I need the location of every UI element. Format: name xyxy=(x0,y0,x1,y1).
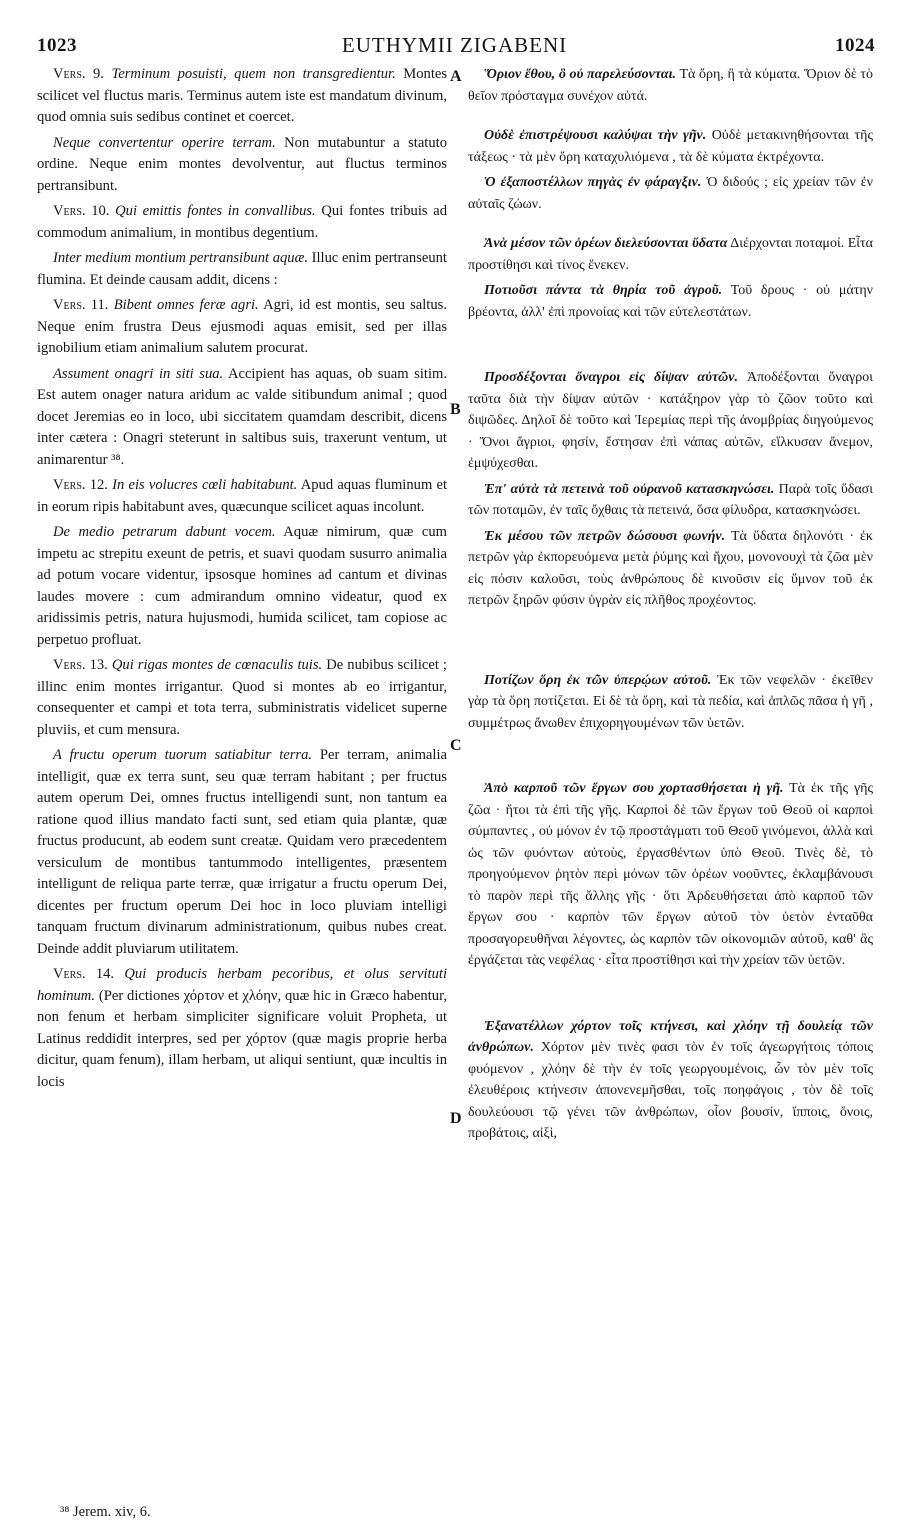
verse-commentary: Illuc enim pertranseunt flumina. Et deinde causam addit, dicens : xyxy=(37,250,447,288)
verse-commentary: Τὰ ὄρη, ἢ τὰ κύματα. Ὅριον δὲ τὸ θεῖον πρόσταγμα συνέχον αὐτά. xyxy=(468,67,874,104)
latin-verse xyxy=(37,745,447,960)
verse-commentary: De nubibus scilicet ; illinc enim montes irrigantur. Quod si montes ab eo irrigantur, consequenter et campi et tota terra, subministratis videlicet superne pluviis, et cum mensura. xyxy=(37,657,447,738)
margin-letter-a: A xyxy=(450,68,462,85)
right-page-number: 1024 xyxy=(835,35,875,56)
latin-verse xyxy=(37,522,447,651)
latin-verse xyxy=(37,64,447,129)
latin-verse xyxy=(37,133,447,198)
verse-lemma: Qui rigas montes de cœnaculis tuis. xyxy=(111,657,323,673)
verse-label: Vers. 12. xyxy=(53,477,108,493)
verse-commentary: Τοῦ δρους · οὐ μάτην βρέοντα, ἀλλ' ἐπὶ προνοίας καὶ τῶν εὐτελεστάτων. xyxy=(468,283,874,320)
verse-label: Vers. 11. xyxy=(53,297,109,313)
footnote: ³⁸ Jerem. xiv, 6. xyxy=(60,1504,151,1520)
margin-letter-d: D xyxy=(450,1110,462,1127)
verse-commentary: Χόρτον μὲν τινὲς φασι τὸν ἐν τοῖς ἀγεωργήτοις τόποις φυόμενον , χλόην δὲ τὴν ἐν τοῖς γεωργουμένοις, ὧν τὸν μὲν τοῖς ἐλευθέροις κτήνεσιν ἀπονενεμῆσθαι, τοῖς ποηφάγοις , τὸν δὲ τοῖς δουλεύουσι τῷ γένει τῶν ἀνθρώπων, οἷον βουσίν, ἵπποις, ὄνοις, προβάτοις, αἰξὶ, xyxy=(468,1040,874,1141)
verse-commentary: Apud aquas fluminum et in eorum ripis habitabunt aves, quæcunque scilicet aquas incolunt. xyxy=(37,477,448,515)
verse-lemma: Bibent omnes feræ agri. xyxy=(113,297,259,313)
latin-column xyxy=(37,64,447,1093)
greek-verse xyxy=(468,1016,873,1145)
verse-lemma: Inter medium montium pertransibunt aquæ. xyxy=(53,250,308,266)
greek-verse xyxy=(468,233,873,276)
verse-commentary: Agri, id est montis, seu saltus. Neque enim frustra Deus ejusmodi aquas emisit, sed per illas ignobilium etiam animalium salutem procurat. xyxy=(37,297,447,356)
verse-commentary: Ἐκ τῶν νεφελῶν · ἐκεῖθεν γὰρ τὰ ὄρη ποτίζεται. Εἰ δὲ τὰ ὄρη, καὶ τὰ πεδία, καὶ ἁπλῶς πᾶσα ἡ γῆ , συμμέτρως ἄνωθεν ἐπιχορηγουμένων τῶν ὑετῶν. xyxy=(468,672,873,731)
verse-commentary: Οὐδὲ μετακινηθήσονται τῆς τάξεως · τὰ μὲν ὄρη καταχυλιόμενα , τὰ δὲ κύματα ἐκτρέχοντα. xyxy=(468,128,873,165)
running-title: EUTHYMII ZIGABENI xyxy=(341,33,568,57)
verse-lemma: Ἀνὰ μέσον τῶν ὀρέων διελεύσονται ὕδατα xyxy=(484,236,728,251)
verse-lemma: A fructu operum tuorum satiabitur terra. xyxy=(53,747,313,763)
verse-label: Vers. 9. xyxy=(53,66,104,82)
verse-lemma: Qui producis herbam pecoribus, et olus servituti hominum. xyxy=(37,966,447,1004)
latin-verse xyxy=(37,201,447,244)
latin-verse xyxy=(37,475,447,518)
greek-verse xyxy=(468,526,873,612)
greek-verse xyxy=(468,778,873,972)
latin-verse xyxy=(37,248,447,291)
margin-letter-b: B xyxy=(450,401,461,418)
verse-label: Vers. 10. xyxy=(53,203,110,219)
verse-lemma: Ἐξανατέλλων χόρτον τοῖς κτήνεσι, καὶ χλόην τῇ δουλείᾳ τῶν ἀνθρώπων. xyxy=(468,1018,873,1055)
latin-verse xyxy=(37,295,447,360)
verse-commentary: Accipient has aquas, ob suam sitim. Est autem onager natura aridum ac valde sitibundum animal ; quod docet Jeremias eo in loco, ubi siccitatem quamdam describit, dicens inter cætera : Onagri steterunt in saltibus suis, traxerunt ventum, ut animarentur ³⁸. xyxy=(37,365,447,468)
verse-commentary: (Per dictiones χόρτον et χλόην, quæ hic in Græco habentur, non fenum et herbam simpliciter significare voluit Propheta, ut Latinus reddidit interpres, sed per χόρτον (quæ magis proprie herba dicitur, quam fenum), illam herbam, ut aliqui sentiunt, quæ incultis in locis xyxy=(37,987,447,1090)
greek-verse xyxy=(468,479,873,522)
verse-commentary: Τὰ ἐκ τῆς γῆς ζῶα · ἤτοι τὰ ἐπὶ τῆς γῆς. Καρποὶ δὲ τῶν ἔργων τοῦ Θεοῦ οἱ καρποὶ σύμπαντες , οὐ μόνον ἐν τῷ προστάγματι τοῦ Θεοῦ γινόμενοι, ἀλλὰ καὶ ὡς τῶν φυόντων αὐτοὺς, ἐργασθέντων ὑπὸ Θεοῦ. Τινὲς δὲ, τὸ προηγούμενον ῥητὸν περὶ μόνων τῶν ὀρέων νοοῦντες, ἐκλαμβάνουσι τὸ παρὸν περὶ τῆς ἄλλης γῆς · ὅτι Ἀρδευθήσεται ἀπὸ καρποῦ τῶν ἔργων σου · καρπὸν τῶν ἔργων αὐτοῦ τὸν ὑετὸν ἐνταῦθα προσαγορευθῆναι λέγοντες, ὡς καρπὸν τῶν οἰκονομιῶν αὐτοῦ, καθ' ἃς ἐργάζεται τὰς νεφέλας · εἶτα προστίθησι καὶ τὴν χρείαν τῶν ὑετῶν. xyxy=(468,781,873,968)
verse-commentary: Per terram, animalia intelligit, quæ ex terra sunt, seu quæ terram habitant ; per fructus autem operum Dei, omnes fructus intelligendi sunt, non tantum ea ratione quod illius mandato facti sunt, sed etiam quia plantæ, quæ fructus producunt, ab eodem sunt creatæ. Quidam vero præcedentem versiculum de montibus tantummodo intelligentes, præsentem intelligunt de reliqua parte terræ, quæ irrigatur a fructu operum Dei, dicentes per fructum operum Dei hoc in loco pluviam intelligi tanquam fructum divinarum administrationum, quibus nubes creat. Deinde addit pluviarum utilitatem. xyxy=(37,747,447,957)
latin-verse xyxy=(37,655,447,741)
verse-commentary: Ἀποδέξονται ὄναγροι ταῦτα διὰ τὴν δίψαν αὐτῶν · κατάξηρον γὰρ τὸ ζῶον τοῦτο καὶ διψῶδες. Δηλοῖ δὲ τοῦτο καὶ Ἱερεμίας περὶ τῆς ἀνομβρίας διηγούμενος · Ὄνοι ἄγριοι, φησίν, ἔστησαν ἐπὶ νάπας αὐτῶν, εἵλκυσαν ἄνεμον, ἐμψύχεσθαι. xyxy=(468,370,873,471)
verse-label: Vers. 13. xyxy=(53,657,108,673)
greek-verse xyxy=(468,670,873,735)
verse-lemma: De medio petrarum dabunt vocem. xyxy=(53,524,276,540)
verse-commentary: Τὰ ὕδατα δηλονότι · ἐκ πετρῶν γὰρ ἐκπορευόμενα μετὰ ῥύμης καὶ ἤχου, μονονουχὶ τὰ ζῶα μὲν εἰς πόσιν καλοῦσι, τοὺς ἀνθρώπους δὲ κινοῦσιν εἰς ὕμνον τοῦ ἐκ πετρῶν ξηρῶν φύσιν ὑγρὰν εἰς πλῆθος προχέοντος. xyxy=(468,528,873,608)
verse-commentary: Ὁ διδούς ; εἰς χρείαν τῶν ἐν αὐταῖς ζώων. xyxy=(468,175,874,212)
verse-commentary: Non mutabuntur a statuto ordine. Neque enim montes devolventur, aut fluctus terminos pertransibunt. xyxy=(37,134,447,194)
greek-column xyxy=(468,64,873,1145)
verse-lemma: Ἐκ μέσου τῶν πετρῶν δώσουσι φωνήν. xyxy=(484,528,726,544)
greek-verse xyxy=(468,172,873,215)
greek-verse xyxy=(468,280,873,323)
greek-verse xyxy=(468,64,873,107)
verse-commentary: Aquæ nimirum, quæ cum impetu ac strepitu exeunt de petris, et suavi quodam susurro animalia ad potum vocare videntur, ipsosque homines ad cantum et divinas laudes movere : cum admirandum omnino videatur, quod ex aridissimis petris, natura hujusmodi, humida scilicet, tam copiose ac perpetuo profluat. xyxy=(37,524,448,648)
verse-lemma: Ἐπ' αὐτὰ τὰ πετεινὰ τοῦ οὐρανοῦ κατασκηνώσει. xyxy=(484,481,775,497)
verse-commentary: Montes scilicet vel fluctus maris. Terminus autem iste est mandatum divinum, quod omnia suis sedibus continet et coercet. xyxy=(37,66,448,125)
verse-lemma: Qui emittis fontes in convallibus. xyxy=(115,203,316,219)
greek-verse xyxy=(468,367,873,475)
verse-commentary: Διέρχονται ποταμοί. Εἶτα προστίθησι καὶ τίνος ἕνεκεν. xyxy=(468,236,873,273)
verse-commentary: Παρὰ τοῖς ὕδασι τῶν ποταμῶν, ἐν ταῖς ὄχθαις τὰ πετεινά, ὅσα φίλυδρα, κατασκηνώσει. xyxy=(468,481,873,518)
left-page-number: 1023 xyxy=(37,35,77,56)
margin-letter-c: C xyxy=(450,737,462,754)
verse-lemma: Οὐδὲ ἐπιστρέψουσι καλύψαι τὴν γῆν. xyxy=(484,128,707,143)
latin-verse xyxy=(37,964,447,1093)
latin-verse xyxy=(37,364,447,472)
verse-label: Vers. 14. xyxy=(53,966,115,982)
verse-lemma: Assument onagri in siti sua. xyxy=(53,365,224,382)
verse-lemma: Ὁ ἐξαποστέλλων πηγὰς ἐν φάραγξιν. xyxy=(484,175,702,190)
running-head xyxy=(0,0,909,57)
verse-lemma: Neque convertentur operire terram. xyxy=(53,134,276,151)
verse-commentary: Qui fontes tribuis ad commodum animalium, in montibus degentium. xyxy=(37,203,448,241)
greek-verse xyxy=(468,125,873,168)
verse-lemma: Ποτίζων ὄρη ἐκ τῶν ὑπερῴων αὐτοῦ. xyxy=(484,672,712,688)
verse-lemma: Ποτιοῦσι πάντα τὰ θηρία τοῦ ἀγροῦ. xyxy=(484,283,723,298)
verse-lemma: Ὅριον ἔθου, ὃ οὐ παρελεύσονται. xyxy=(484,67,677,82)
verse-lemma: In eis volucres cœli habitabunt. xyxy=(112,477,298,493)
verse-lemma: Προσδέξονται ὄναγροι εἰς δίψαν αὐτῶν. xyxy=(484,370,739,385)
verse-lemma: Terminum posuisti, quem non transgredientur. xyxy=(111,66,396,82)
verse-lemma: Ἀπὸ καρποῦ τῶν ἔργων σου χορτασθήσεται ἡ γῆ. xyxy=(484,781,784,796)
